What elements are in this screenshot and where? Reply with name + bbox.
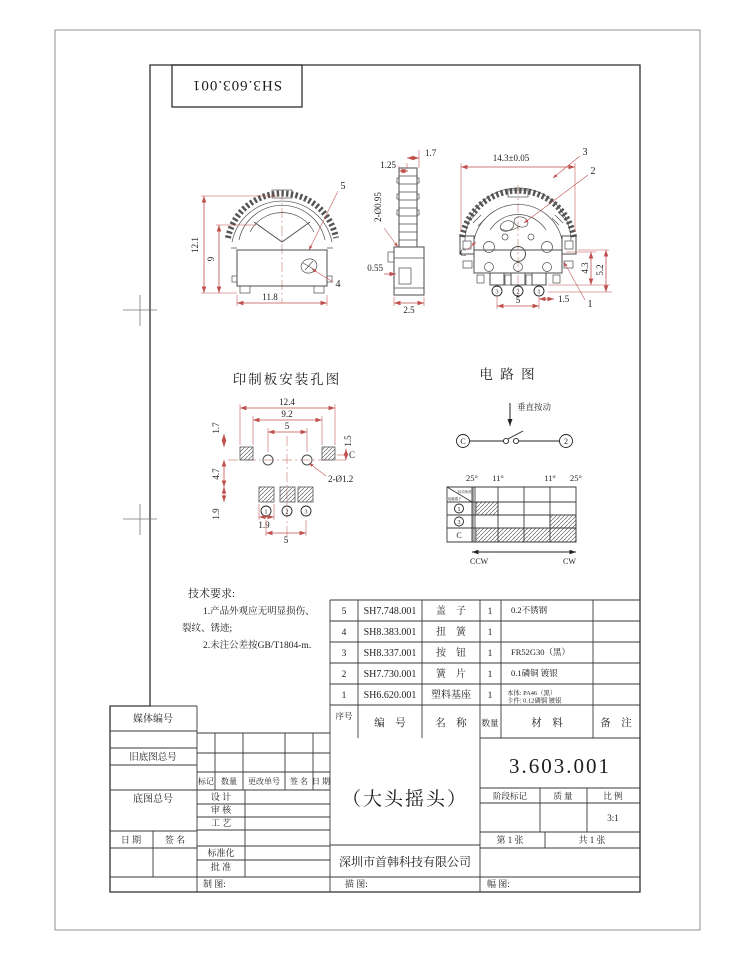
- view-front-left: [190, 181, 346, 306]
- change-qty-label: 数量: [221, 777, 237, 786]
- pcb-dim-9-2: 9.2: [281, 409, 293, 419]
- bom-row-name: 簧 片: [436, 669, 466, 680]
- pcb-dim-12-4: 12.4: [279, 397, 295, 407]
- pcb-hole-spec: 2-Ø1.2: [328, 474, 354, 484]
- pcb-title: 印制板安装孔图: [232, 372, 342, 387]
- callout-5-cover: 5: [340, 181, 346, 192]
- bom-header-remark: 备 注: [600, 718, 632, 729]
- sheet-number: 第 1 张: [496, 835, 524, 845]
- table-row-terminal-c: C: [456, 531, 462, 540]
- pcb-hole-diagram: [211, 371, 355, 545]
- angle-11-left: 11°: [492, 473, 504, 483]
- title-block: [110, 706, 640, 892]
- bom-header-no: 序号: [335, 711, 353, 721]
- pcb-dim-1-7: 1.7: [211, 422, 221, 434]
- bom-row-no: 4: [341, 628, 347, 638]
- pcb-dim-1-5: 1.5: [343, 435, 353, 447]
- dim-side-1-25: 1.25: [380, 160, 396, 170]
- bom-row-code: SH6.620.001: [363, 690, 417, 701]
- switch-terminal-c: C: [460, 437, 466, 446]
- dim-right-1-5: 1.5: [558, 294, 570, 304]
- bom-row-material: 0.2不锈钢: [511, 605, 548, 615]
- bom-row-name: 按 钮: [436, 648, 466, 659]
- bom-header-qty: 数量: [481, 718, 499, 728]
- base-no-label: 底图总号: [133, 794, 173, 805]
- review-label: 审 核: [210, 805, 232, 815]
- dim-side-1-7: 1.7: [425, 148, 437, 158]
- bom-header-material: 材 料: [531, 718, 563, 729]
- bom-row-name: 扭 簧: [436, 627, 466, 638]
- angle-25-left: 25°: [466, 473, 478, 483]
- label-c-right-view: C: [459, 248, 466, 258]
- media-no-label: 媒体编号: [133, 714, 173, 725]
- bom-row-material: 本体: PA46（黑）: [507, 690, 557, 697]
- old-base-no-label: 旧底图总号: [129, 753, 177, 763]
- bom-row-qty: 1: [487, 691, 493, 701]
- bom-table: [330, 600, 640, 738]
- dim-right-5-2: 5.2: [595, 264, 605, 276]
- dim-front-height: 12.1: [190, 237, 200, 253]
- product-name: （大头摇头）: [341, 789, 469, 810]
- technical-requirements: [182, 586, 315, 651]
- view-front-right: [460, 147, 612, 310]
- signature-label: 签 名: [164, 835, 186, 845]
- diag-label-angle: 转动角度: [458, 490, 472, 494]
- view-side: [367, 148, 437, 315]
- angle-11-right: 11°: [544, 473, 556, 483]
- dim-front-width: 11.8: [262, 292, 278, 302]
- circuit-title: 电 路 图: [479, 367, 537, 382]
- drawing-number: 3.603.001: [509, 754, 611, 778]
- angle-25-right: 25°: [570, 473, 582, 483]
- sheet-total: 共 1 张: [578, 835, 606, 845]
- change-sign-label: 签 名: [290, 777, 308, 786]
- pcb-label-c: C: [349, 450, 356, 460]
- bom-row-code: SH8.337.001: [363, 648, 417, 659]
- bom-row-code: SH7.748.001: [363, 606, 417, 617]
- standardization-label: 标准化: [207, 848, 235, 858]
- pcb-dim-4-7: 4.7: [211, 468, 221, 480]
- pcb-terminal-1: 1: [264, 508, 268, 516]
- blueprint-label: 幅 图:: [487, 879, 510, 889]
- bom-header-code: 编 号: [374, 718, 406, 729]
- tech-req-line2: 裂纹、锈迹;: [182, 624, 233, 634]
- bom-row-code: SH7.730.001: [363, 669, 417, 680]
- pcb-dim-5-bottom: 5: [283, 535, 289, 545]
- bom-row-qty: 1: [487, 649, 493, 659]
- dim-side-0-55: 0.55: [367, 263, 383, 273]
- bom-row-material: FR52G30（黑）: [511, 647, 571, 657]
- bom-row-qty: 1: [487, 670, 493, 680]
- date-label: 日 期: [120, 835, 142, 845]
- bom-row-name: 盖 子: [436, 606, 466, 617]
- change-order-label: 更改单号: [248, 777, 280, 786]
- pcb-dim-5-top: 5: [284, 421, 290, 431]
- ccw-label: CCW: [470, 557, 489, 566]
- bom-row-qty: 1: [487, 607, 493, 617]
- dim-right-4-3: 4.3: [580, 262, 590, 274]
- company-name: 深圳市首韩科技有限公司: [338, 855, 472, 869]
- switch-schematic: [457, 431, 573, 448]
- tech-req-line3: 2.未注公差按GB/T1804-m.: [203, 641, 312, 651]
- bom-row-material: 0.1磷铜 镀银: [511, 668, 558, 678]
- dim-right-5: 5: [515, 295, 521, 305]
- bom-row-qty: 1: [487, 628, 493, 638]
- callout-4-spring: 4: [335, 279, 341, 290]
- change-mark-label: 标记: [198, 777, 214, 786]
- stage-mark-label: 阶段标记: [492, 791, 528, 801]
- callout-3-button: 3: [582, 147, 588, 158]
- bom-row-name: 塑料基座: [431, 690, 471, 701]
- pcb-dim-1-9-v: 1.9: [211, 508, 221, 520]
- callout-2-contact: 2: [590, 166, 596, 177]
- table-row-terminal-3: 3: [457, 518, 461, 526]
- angle-labels: [466, 473, 582, 483]
- pcb-terminal-2: 2: [285, 508, 289, 516]
- centering-marks: [123, 295, 157, 535]
- tech-req-line1: 1.产品外观应无明显损伤、: [203, 607, 315, 617]
- bom-row-no: 2: [341, 670, 347, 680]
- scale-value: 3:1: [607, 813, 619, 823]
- bom-row-no: 1: [341, 691, 347, 701]
- bom-row-no: 3: [341, 649, 347, 659]
- cw-label: CW: [563, 557, 576, 566]
- process-label: 工 艺: [210, 818, 232, 828]
- pcb-dim-1-9-h: 1.9: [258, 520, 270, 530]
- drawing-no-top: SH3.603.001: [191, 77, 283, 93]
- tech-req-title: 技术要求:: [188, 588, 236, 600]
- pcb-terminal-3: 3: [304, 508, 308, 516]
- terminal-2-circled: 2: [516, 288, 520, 296]
- dim-side-holes: 2-Ø0.95: [373, 192, 383, 222]
- bom-row-no: 5: [341, 607, 347, 617]
- terminal-1-circled: 1: [537, 288, 541, 296]
- switch-terminal-2: 2: [564, 437, 568, 446]
- design-label: 设 计: [210, 792, 232, 802]
- dim-side-2-5: 2.5: [403, 305, 415, 315]
- terminal-3-circled: 3: [495, 288, 499, 296]
- dim-right-width: 14.3±0.05: [492, 153, 530, 163]
- approval-label: 批 准: [210, 862, 232, 872]
- bom-header-name: 名 称: [435, 718, 467, 729]
- dim-front-inner-height: 9: [206, 256, 216, 262]
- bom-row-material-2: 卡件: 0.12磷铜 镀银: [507, 697, 562, 705]
- trace-by-label: 描 图:: [345, 879, 368, 889]
- push-direction-label: 垂直按动: [517, 402, 552, 412]
- draw-by-label: 制 图:: [203, 879, 226, 889]
- pcb-terminals: [261, 506, 311, 516]
- bom-row-code: SH8.383.001: [363, 627, 417, 638]
- change-date-label: 日 期: [312, 777, 330, 786]
- callout-1-base: 1: [587, 299, 593, 310]
- diag-label-terminal: 接触端子: [448, 497, 462, 501]
- scale-label: 比 例: [603, 791, 623, 801]
- table-row-terminal-1: 1: [457, 505, 461, 513]
- quality-label: 质 量: [553, 791, 573, 801]
- contact-timing-table: [447, 487, 576, 542]
- circuit-diagram: [447, 366, 582, 566]
